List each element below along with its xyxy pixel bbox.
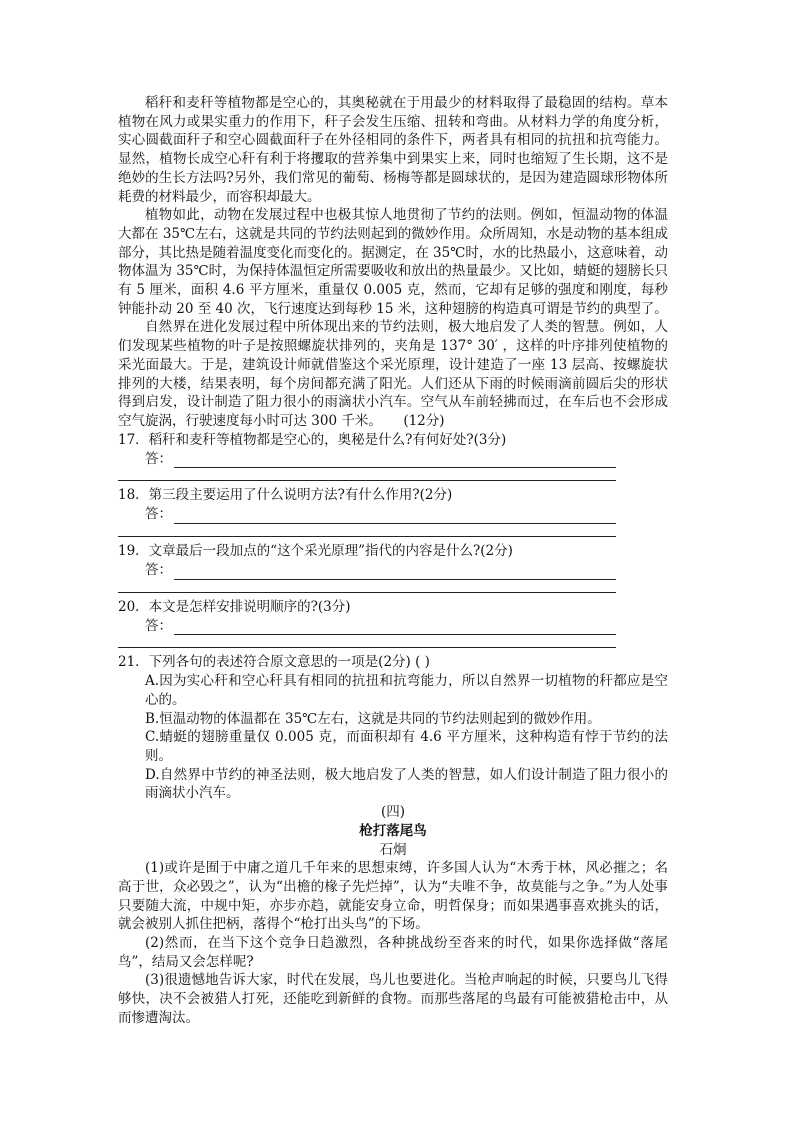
answer-line[interactable] (118, 580, 616, 593)
option-b[interactable]: B.恒温动物的体温都在 35℃左右，这就是共同的节约法则起到的微妙作用。 (145, 710, 601, 727)
answer-line[interactable] (118, 468, 616, 481)
question-text: 20．本文是怎样安排说明顺序的?(3分) (118, 598, 351, 615)
section-number: (四) (380, 804, 406, 821)
article-paragraph-3: (3)很遗憾地告诉大家，时代在发展，鸟儿也要进化。当枪声响起的时候，只要鸟儿飞得够快，决不会被猎人打死，还能吃到新鲜的食物。而那些落尾的鸟最有可能被猎枪击中，从而惨遭淘汰。 (118, 972, 668, 1026)
question-text: 17．稻秆和麦秆等植物都是空心的，奥秘是什么?有何好处?(3分) (118, 431, 507, 448)
option-a[interactable]: A.因为实心秆和空心秆具有相同的抗扭和抗弯能力，所以自然界一切植物的秆都应是空心的。 (145, 673, 668, 708)
question-18 (118, 486, 668, 537)
answer-line[interactable] (174, 453, 616, 468)
answer-label: 答： (145, 617, 172, 634)
answer-line[interactable] (118, 635, 616, 648)
option-c[interactable]: C.蜻蜓的翅膀重量仅 0.005 克，而面积却有 4.6 平方厘米，这种构造有悖于节约的法则。 (145, 729, 668, 764)
answer-label: 答： (145, 562, 172, 579)
article-paragraph-1: (1)或许是囿于中庸之道几千年来的思想束缚，许多国人认为“木秀于林，风必摧之；名高于世，众必毁之”，认为“出檐的椽子先烂掉”，认为“夫唯不争，故莫能与之争。”为人处事只要随大流，中规中矩，亦步亦趋，就能安身立命，明哲保身；而如果遇事喜欢挑头的话，就会被别人抓住把柄，落得个“枪打出头鸟”的下场。 (118, 860, 668, 933)
passage-paragraph-1: 稻秆和麦秆等植物都是空心的，其奥秘就在于用最少的材料取得了最稳固的结构。草本植物在风力或果实重力的作用下，秆子会发生压缩、扭转和弯曲。从材料力学的角度分析，实心圆截面秆子和空心圆截面秆子在外径相同的条件下，两者具有相同的抗扭和抗弯能力。显然，植物长成空心秆有利于将攫取的营养集中到果实上来，同时也缩短了生长期，这不是绝妙的生长方法吗?另外，我们常见的葡萄、杨梅等都是圆球状的，是因为建造圆球形物体所耗费的材料最少，而容积却最大。 (118, 95, 668, 205)
document-page (118, 94, 668, 1028)
answer-label: 答： (145, 506, 172, 523)
passage-paragraph-2: 植物如此，动物在发展过程中也极其惊人地贯彻了节约的法则。例如，恒温动物的体温大都在 35℃左右，这就是共同的节约法则起到的微妙作用。众所周知，水是动物的基本组成部分，其比热是随着温度变化而变化的。据测定，在 35℃时，水的比热最小，这意味着，动物体温为 35℃时，为保持体温恒定所需要吸收和放出的热量最少。又比如，蜻蜓的翅膀长只有 5 厘米，面积 4.6 平方厘米，重量仅 0.005 克，然而，它却有足够的强度和刚度，每秒钟能扑动 20 至 40 次，飞行速度达到每秒 15 米，这种翅膀的构造真可谓是节约的典型了。 (118, 207, 668, 317)
question-19 (118, 542, 668, 593)
answer-line[interactable] (118, 524, 616, 537)
question-text: 21．下列各句的表述符合原文意思的一项是(2分) ( ) (118, 654, 430, 671)
question-text: 19．文章最后一段加点的“这个采光原理”指代的内容是什么?(2分) (118, 543, 513, 560)
article-author: 石炯 (379, 841, 407, 858)
answer-line[interactable] (174, 565, 616, 580)
question-21 (118, 653, 668, 803)
article-paragraph-2: (2)然而，在当下这个竞争日趋激烈，各种挑战纷至沓来的时代，如果你选择做“落尾鸟”，结局又会怎样呢? (118, 935, 668, 970)
question-20 (118, 598, 668, 649)
article-title: 枪打落尾鸟 (359, 822, 427, 839)
question-text: 18．第三段主要运用了什么说明方法?有什么作用?(2分) (118, 487, 453, 504)
question-17 (118, 431, 668, 482)
option-d[interactable]: D.自然界中节约的神圣法则，极大地启发了人类的智慧，如人们设计制造了阻力很小的雨滴状小汽车。 (145, 766, 668, 802)
score-label: (12分) (403, 412, 445, 429)
answer-label: 答： (145, 450, 172, 467)
answer-line[interactable] (174, 620, 616, 635)
passage-paragraph-3: 自然界在进化发展过程中所体现出来的节约法则，极大地启发了人类的智慧。例如，人们发现某些植物的叶子是按照螺旋状排列的，夹角是 137° 30′ ，这样的叶序排列使植物的采光面最大。于是，建筑设计师就借鉴这个采光原理，设计建造了一座 13 层高、按螺旋状排列的大楼，结果表明，每个房间都充满了阳光。人们还从下雨的时候雨滴前圆后尖的形状得到启发，设计制造了阻力很小的雨滴状小汽车。空气从车前轻拂而过，在车后也不会形成空气旋涡，行驶速度每小时可达 300 千米。 (12分) (118, 319, 668, 429)
answer-line[interactable] (174, 509, 616, 524)
